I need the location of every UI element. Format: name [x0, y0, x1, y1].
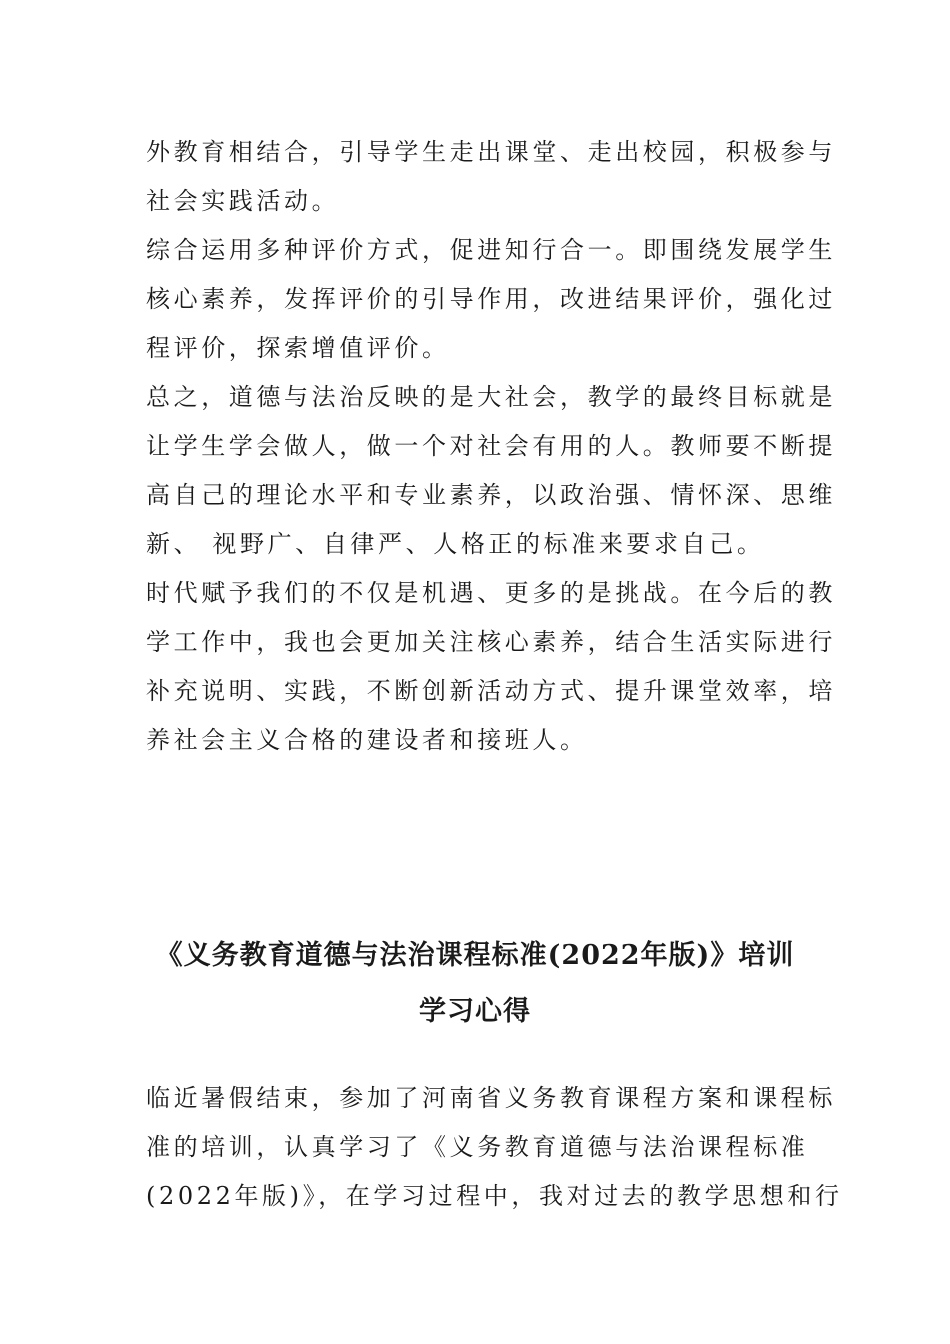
- text-line: 核心素养，发挥评价的引导作用，改进结果评价，强化过: [146, 285, 836, 313]
- text-line: 让学生学会做人，做一个对社会有用的人。教师要不断提: [146, 432, 836, 460]
- body-text-intro: [146, 1074, 843, 1221]
- text-line: 补充说明、实践，不断创新活动方式、提升课堂效率，培: [146, 677, 836, 705]
- text-line: 新、 视野广、自律严、人格正的标准来要求自己。: [146, 530, 765, 558]
- text-line: (2022年版)》，在学习过程中，我对过去的教学思想和行: [146, 1182, 843, 1210]
- text-line: 养社会主义合格的建设者和接班人。: [146, 726, 588, 754]
- text-line: 临近暑假结束，参加了河南省义务教育课程方案和课程标: [146, 1084, 836, 1112]
- text-line: 准的培训，认真学习了《义务教育道德与法治课程标准: [146, 1133, 809, 1161]
- document-title: [120, 928, 830, 1040]
- title-line-2: 学习心得: [419, 996, 531, 1027]
- text-line: 社会实践活动。: [146, 187, 340, 215]
- text-line: 学工作中，我也会更加关注核心素养，结合生活实际进行: [146, 628, 836, 656]
- text-line: 外教育相结合，引导学生走出课堂、走出校园，积极参与: [146, 138, 836, 166]
- text-line: 综合运用多种评价方式，促进知行合一。即围绕发展学生: [146, 236, 836, 264]
- text-line: 高自己的理论水平和专业素养，以政治强、情怀深、思维: [146, 481, 836, 509]
- text-line: 程评价，探索增值评价。: [146, 334, 450, 362]
- text-line: 总之，道德与法治反映的是大社会，教学的最终目标就是: [146, 383, 836, 411]
- body-text-continued: [146, 128, 836, 765]
- title-line-1: 《义务教育道德与法治课程标准(2022年版)》培训: [155, 940, 795, 971]
- text-line: 时代赋予我们的不仅是机遇、更多的是挑战。在今后的教: [146, 579, 836, 607]
